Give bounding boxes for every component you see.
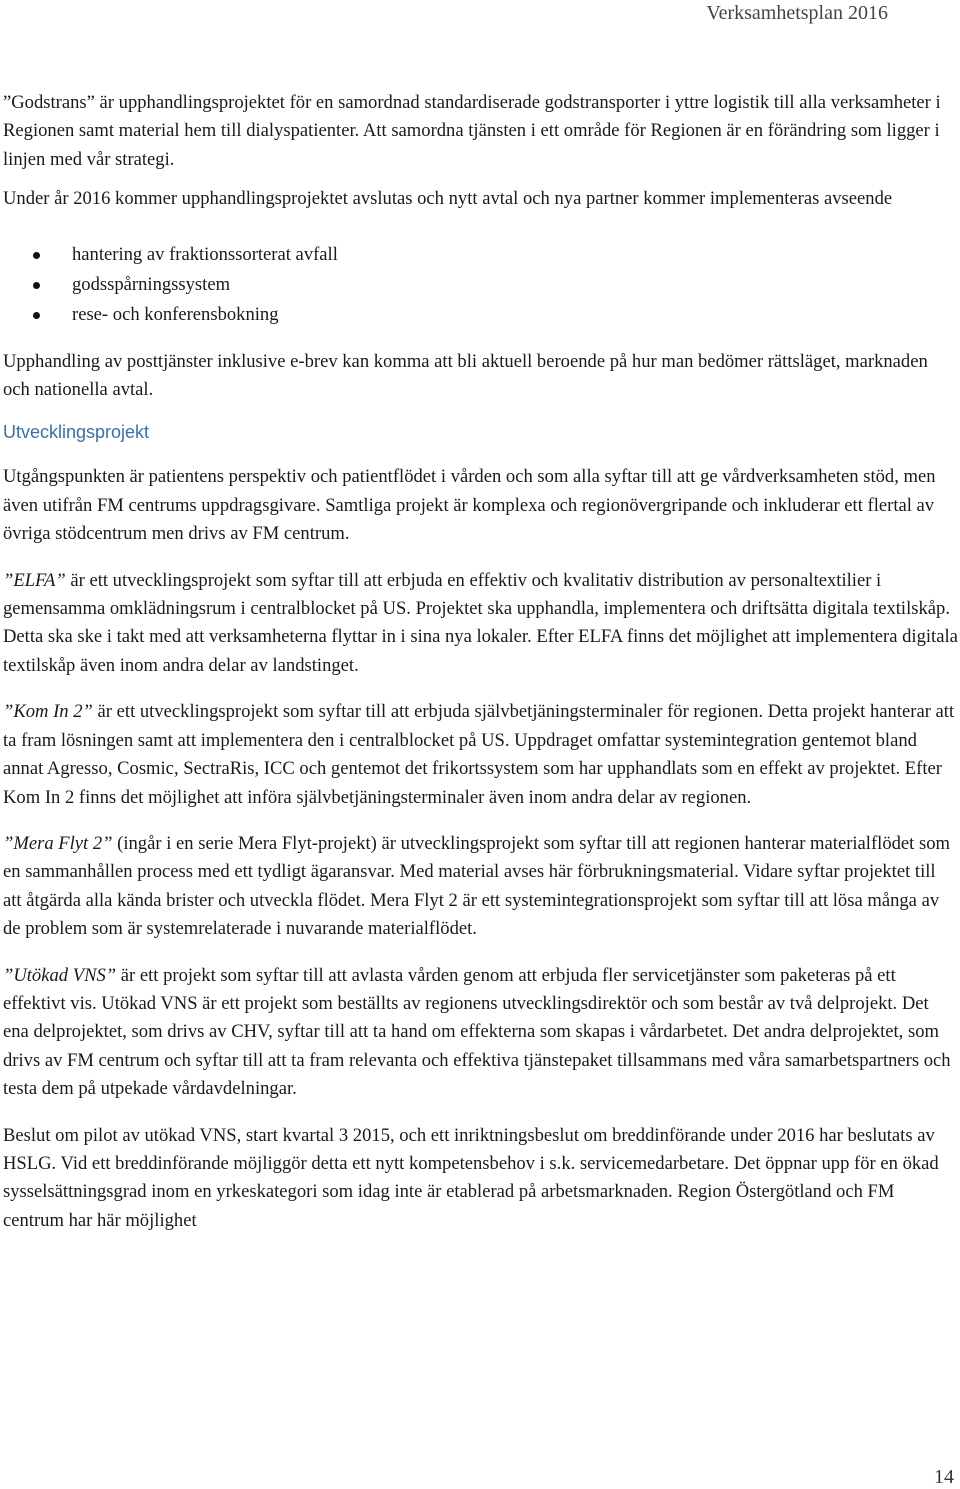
list-item bbox=[3, 270, 958, 300]
utgangspunkten-paragraph: Utgångspunkten är patientens perspektiv och patientflödet i vården och som alla syftar till att ge vårdverksamheten stöd, men även utifrån FM centrums uppdragsgivare. Samtliga projekt är komplexa och regionövergripande och inkluderar ett flertal av övriga stödcentrum men drivs av FM centrum. bbox=[3, 466, 936, 545]
elfa-paragraph bbox=[3, 567, 958, 681]
kom-in-2-text: är ett utvecklingsprojekt som syftar till att erbjuda självbetjäningsterminaler för regionen. Detta projekt hanterar att ta fram lösningen samt att implementera den i centralblocket på US. Uppdraget omfattar systemintegration gentemot bland annat Agresso, Cosmic, SectraRis, ICC och gentemot det frikortssystem som har upphandlats som en effekt av projektet. Efter Kom In 2 finns det möjlighet att införa självbetjäningsterminaler även inom andra delar av regionen. bbox=[3, 701, 955, 808]
bullet-icon bbox=[33, 312, 40, 319]
utokad-vns-project-name: ”Utökad VNS” bbox=[3, 964, 117, 986]
bullet-icon bbox=[33, 252, 40, 259]
kom-in-2-project-name: ”Kom In 2” bbox=[3, 701, 93, 723]
elfa-project-name: ”ELFA” bbox=[3, 569, 66, 591]
under-2016-paragraph: Under år 2016 kommer upphandlingsprojektet avslutas och nytt avtal och nya partner kommer implementeras avseende bbox=[3, 188, 893, 210]
page-header-title: Verksamhetsplan 2016 bbox=[706, 2, 888, 24]
mera-flyt-2-text: (ingår i en serie Mera Flyt-projekt) är utvecklingsprojekt som syftar till att regionen hanterar materialflödet som en sammanhållen process med ett tydligt ägaransvar. Med material avses här förbrukningsmaterial. Vidare syftar projektet till att åtgärda alla kända brister och utveckla flödet. Mera Flyt 2 är ett systemintegrationsprojekt som syftar till att lösa många av de problem som är systemrelaterade i nuvarande materialflödet. bbox=[3, 832, 950, 940]
godstrans-paragraph: ”Godstrans” är upphandlingsprojektet för en samordnad standardiserade godstransporter i yttre logistik till alla verksamheter i Regionen samt material hem till dialyspatienter. Att samordna tjänsten i ett område för Regionen är en förändring som ligger i linjen med vår strategi. bbox=[3, 92, 941, 170]
utokad-vns-text: är ett projekt som syftar till att avlasta vården genom att erbjuda fler servicetjänster som paketeras på ett effektivt vis. Utökad VNS är ett projekt som beställts av regionens utvecklingsdirektör och som består av två delprojekt. Det ena delprojektet, som drivs av CHV, syftar till att ta hand om effekterna som skapas i vårdarbetet. Det andra delprojektet, som drivs av FM centrum och syftar till att ta fram relevanta och effektiva tjänstepaket tillsammans med våra samarbetspartners och testa dem på utpekade vårdavdelningar. bbox=[3, 964, 951, 1100]
list-item bbox=[3, 240, 958, 270]
mera-flyt-2-paragraph bbox=[3, 830, 958, 944]
elfa-text: är ett utvecklingsprojekt som syftar till att erbjuda en effektiv och kvalitativ distribution av personaltextilier i gemensamma omklädningsrum i centralblocket på US. Projektet ska upphandla, implementera och driftsätta digitala textilskåp. Detta ska ske i takt med att verksamheterna flyttar in i sina nya lokaler. Efter ELFA finns det möjlighet att implementera digitala textilskåp även inom andra delar av landstinget. bbox=[3, 569, 958, 676]
list-item-text: godsspårningssystem bbox=[72, 273, 231, 295]
kom-in-2-paragraph bbox=[3, 698, 958, 812]
bullet-icon bbox=[33, 282, 40, 289]
beslut-paragraph: Beslut om pilot av utökad VNS, start kvartal 3 2015, och ett inriktningsbeslut om breddinförande under 2016 har beslutats av HSLG. Vid ett breddinförande möjliggör detta ett nytt kompetensbehov i s.k. servicemedarbetare. Det öppnar upp för en ökad sysselsättningsgrad inom en yrkeskategori som idag inte är etablerad på arbetsmarknaden. Region Östergötland och FM centrum har här möjlighet bbox=[3, 1124, 939, 1231]
page-number: 14 bbox=[934, 1466, 954, 1488]
posttjanster-paragraph: Upphandling av posttjänster inklusive e-brev kan komma att bli aktuell beroende på hur man bedömer rättsläget, marknaden och nationella avtal. bbox=[3, 350, 928, 401]
document-body bbox=[3, 89, 958, 1235]
section-heading-utvecklingsprojekt: Utvecklingsprojekt bbox=[3, 422, 150, 443]
bullet-list bbox=[3, 240, 958, 330]
list-item-text: hantering av fraktionssorterat avfall bbox=[72, 243, 338, 265]
list-item bbox=[3, 300, 958, 330]
utokad-vns-paragraph bbox=[3, 962, 958, 1104]
mera-flyt-2-project-name: ”Mera Flyt 2” bbox=[3, 832, 113, 854]
list-item-text: rese- och konferensbokning bbox=[72, 303, 279, 325]
